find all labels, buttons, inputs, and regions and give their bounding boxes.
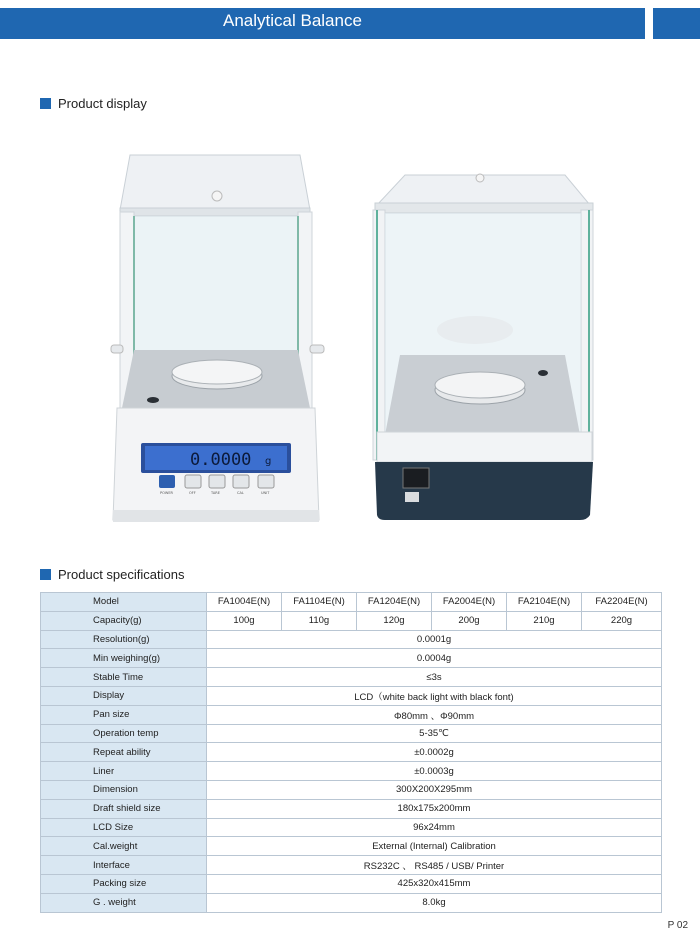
row-value: ±0.0002g <box>207 743 662 762</box>
tare-button[interactable] <box>209 475 225 488</box>
row-value: 5-35℃ <box>207 724 662 743</box>
row-value: 425x320x415mm <box>207 874 662 893</box>
row-label: Cal.weight <box>41 837 207 856</box>
unit-button[interactable] <box>258 475 274 488</box>
section-heading-specs <box>40 567 184 582</box>
capacity-cell: 200g <box>432 611 507 630</box>
cal-button[interactable] <box>233 475 249 488</box>
row-value: 8.0kg <box>207 893 662 912</box>
table-row <box>41 743 662 762</box>
table-row <box>41 799 662 818</box>
balance-image-white <box>105 150 330 530</box>
table-row <box>41 780 662 799</box>
row-value: ≤3s <box>207 668 662 687</box>
model-cell: FA1004E(N) <box>207 593 282 612</box>
row-label: LCD Size <box>41 818 207 837</box>
bullet-square-icon <box>40 98 51 109</box>
button-label: POWER <box>160 491 173 495</box>
row-value: 0.0004g <box>207 649 662 668</box>
header-tab <box>653 8 700 39</box>
page-number: P 02 <box>667 920 688 931</box>
off-button[interactable] <box>185 475 201 488</box>
section-title: Product specifications <box>58 567 185 582</box>
capacity-cell: 110g <box>282 611 357 630</box>
section-heading-display <box>40 96 147 111</box>
capacity-cell: 220g <box>582 611 662 630</box>
model-cell: FA2104E(N) <box>507 593 582 612</box>
row-label: Model <box>41 593 207 612</box>
model-cell: FA2004E(N) <box>432 593 507 612</box>
row-label: G . weight <box>41 893 207 912</box>
row-label: Min weighing(g) <box>41 649 207 668</box>
table-row <box>41 856 662 875</box>
row-value: 300X200X295mm <box>207 780 662 799</box>
row-label: Draft shield size <box>41 799 207 818</box>
table-row <box>41 893 662 912</box>
table-row <box>41 668 662 687</box>
row-label: Packing size <box>41 874 207 893</box>
table-row <box>41 762 662 781</box>
power-button[interactable] <box>159 475 175 488</box>
button-label: TARE <box>211 491 220 495</box>
table-row <box>41 686 662 705</box>
page-title: Analytical Balance <box>223 11 362 30</box>
table-row <box>41 874 662 893</box>
model-cell: FA1104E(N) <box>282 593 357 612</box>
row-value: External (Internal) Calibration <box>207 837 662 856</box>
row-value: Φ80mm 、Φ90mm <box>207 705 662 724</box>
row-value: RS232C 、 RS485 / USB/ Printer <box>207 856 662 875</box>
table-row <box>41 724 662 743</box>
row-value: 0.0001g <box>207 630 662 649</box>
bullet-square-icon <box>40 569 51 580</box>
row-value: LCD（white back light with black font) <box>207 686 662 705</box>
row-label: Resolution(g) <box>41 630 207 649</box>
row-label: Interface <box>41 856 207 875</box>
row-value: 180x175x200mm <box>207 799 662 818</box>
row-label: Stable Time <box>41 668 207 687</box>
row-value: 96x24mm <box>207 818 662 837</box>
capacity-cell: 210g <box>507 611 582 630</box>
row-label: Repeat ability <box>41 743 207 762</box>
table-row <box>41 649 662 668</box>
row-value: ±0.0003g <box>207 762 662 781</box>
button-label: UNIT <box>261 491 270 495</box>
row-label: Pan size <box>41 705 207 724</box>
model-cell: FA2204E(N) <box>582 593 662 612</box>
section-title: Product display <box>58 96 147 111</box>
specifications-table <box>40 592 662 913</box>
table-row <box>41 837 662 856</box>
row-label: Capacity(g) <box>41 611 207 630</box>
button-label: CAL <box>237 491 244 495</box>
row-label: Liner <box>41 762 207 781</box>
row-label: Display <box>41 686 207 705</box>
capacity-cell: 120g <box>357 611 432 630</box>
model-cell: FA1204E(N) <box>357 593 432 612</box>
table-row <box>41 611 662 630</box>
lcd-unit: g <box>265 456 272 467</box>
row-label: Dimension <box>41 780 207 799</box>
table-row <box>41 818 662 837</box>
button-label: OFF <box>189 491 196 495</box>
table-row <box>41 630 662 649</box>
table-row <box>41 705 662 724</box>
balance-image-dark <box>365 170 600 525</box>
capacity-cell: 100g <box>207 611 282 630</box>
table-row <box>41 593 662 612</box>
row-label: Operation temp <box>41 724 207 743</box>
lcd-reading: 0.0000 <box>190 450 252 470</box>
